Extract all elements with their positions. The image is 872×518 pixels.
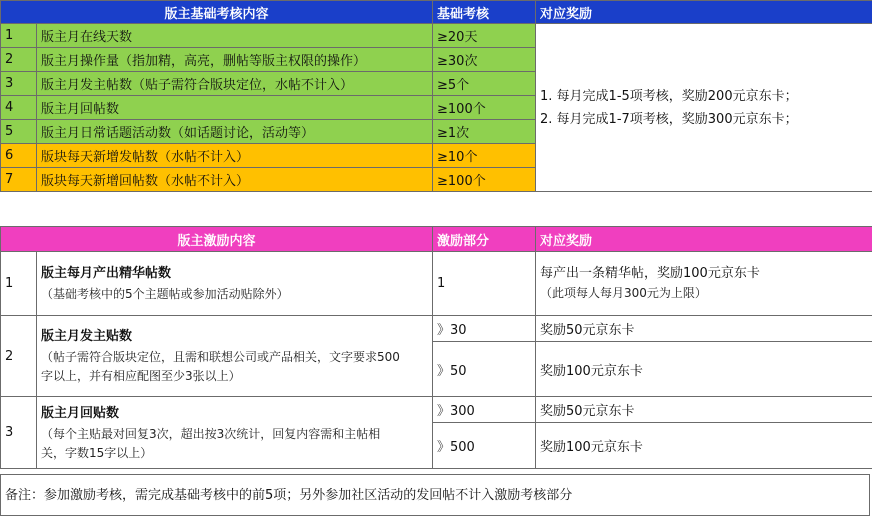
- incentive-part: 》500: [433, 423, 536, 469]
- incentive-part: 》50: [433, 342, 536, 397]
- incentive-header-row: [1, 227, 872, 252]
- row-content: 版主月日常话题活动数（如话题讨论，活动等）: [37, 120, 433, 144]
- row-num: 7: [1, 168, 37, 192]
- row-content: 版主月回帖数: [37, 96, 433, 120]
- row-requirement: ≥30次: [433, 48, 536, 72]
- incentive-part: 1: [433, 252, 536, 316]
- incentive-row: [1, 316, 872, 342]
- incentive-title: 版主月回贴数: [41, 405, 120, 421]
- basic-header-req: 基础考核: [433, 1, 536, 24]
- incentive-content: [37, 252, 433, 316]
- basic-row: [1, 24, 872, 48]
- incentive-note-line: 字以上，并有相应配图至少3张以上）: [41, 369, 241, 383]
- footnote: 备注：参加激励考核，需完成基础考核中的前5项；另外参加社区活动的发回帖不计入激励考核部分: [0, 474, 870, 516]
- incentive-note-line: （每个主贴最对回复3次，超出按3次统计，回复内容需和主帖相: [41, 426, 381, 441]
- row-num: 6: [1, 144, 37, 168]
- row-num: 2: [1, 48, 37, 72]
- reward-note: （此项每人每月300元为上限）: [540, 286, 707, 300]
- row-num: 3: [1, 72, 37, 96]
- incentive-content: [37, 397, 433, 469]
- reward-line-2: 2. 每月完成1-7项考核，奖励300元京东卡；: [540, 111, 798, 127]
- basic-reward-cell: [536, 24, 872, 192]
- row-num: 4: [1, 96, 37, 120]
- incentive-content: [37, 316, 433, 397]
- incentive-title: 版主每月产出精华帖数: [41, 266, 172, 281]
- row-content: 版主月操作量（指加精，高亮，删帖等版主权限的操作）: [37, 48, 433, 72]
- row-requirement: ≥20天: [433, 24, 536, 48]
- basic-header-content: 版主基础考核内容: [1, 1, 433, 24]
- row-num: 2: [1, 316, 37, 397]
- incentive-part: 》30: [433, 316, 536, 342]
- row-requirement: ≥5个: [433, 72, 536, 96]
- incentive-reward: 奖励50元京东卡: [536, 316, 872, 342]
- row-requirement: ≥1次: [433, 120, 536, 144]
- incentive-table: [0, 226, 872, 469]
- incentive-header-content: 版主激励内容: [1, 227, 433, 252]
- incentive-title: 版主月发主贴数: [41, 329, 133, 344]
- basic-header-reward: 对应奖励: [536, 1, 872, 24]
- incentive-reward: [536, 252, 872, 316]
- row-content: 版主月在线天数: [37, 24, 433, 48]
- incentive-row: [1, 397, 872, 423]
- incentive-part: 》300: [433, 397, 536, 423]
- row-num: 1: [1, 252, 37, 316]
- row-requirement: ≥100个: [433, 168, 536, 192]
- reward-line-1: 1. 每月完成1-5项考核，奖励200元京东卡；: [540, 88, 798, 104]
- row-num: 3: [1, 397, 37, 469]
- basic-header-row: [1, 1, 872, 24]
- row-content: 版块每天新增发帖数（水帖不计入）: [37, 144, 433, 168]
- incentive-note-line: 关，字数15字以上）: [41, 445, 153, 460]
- row-requirement: ≥100个: [433, 96, 536, 120]
- row-content: 版主月发主帖数（贴子需符合版块定位，水帖不计入）: [37, 72, 433, 96]
- incentive-reward: 奖励100元京东卡: [536, 342, 872, 397]
- incentive-header-part: 激励部分: [433, 227, 536, 252]
- reward-text: 每产出一条精华帖，奖励100元京东卡: [540, 266, 760, 281]
- incentive-note: （基础考核中的5个主题帖或参加活动贴除外）: [41, 287, 289, 301]
- incentive-note-line: （帖子需符合版块定位，且需和联想公司或产品相关，文字要求500: [41, 350, 400, 364]
- basic-assessment-table: [0, 0, 872, 192]
- row-num: 5: [1, 120, 37, 144]
- incentive-header-reward: 对应奖励: [536, 227, 872, 252]
- row-content: 版块每天新增回帖数（水帖不计入）: [37, 168, 433, 192]
- row-num: 1: [1, 24, 37, 48]
- incentive-row: [1, 252, 872, 316]
- incentive-reward: 奖励50元京东卡: [536, 397, 872, 423]
- incentive-reward: 奖励100元京东卡: [536, 423, 872, 469]
- row-requirement: ≥10个: [433, 144, 536, 168]
